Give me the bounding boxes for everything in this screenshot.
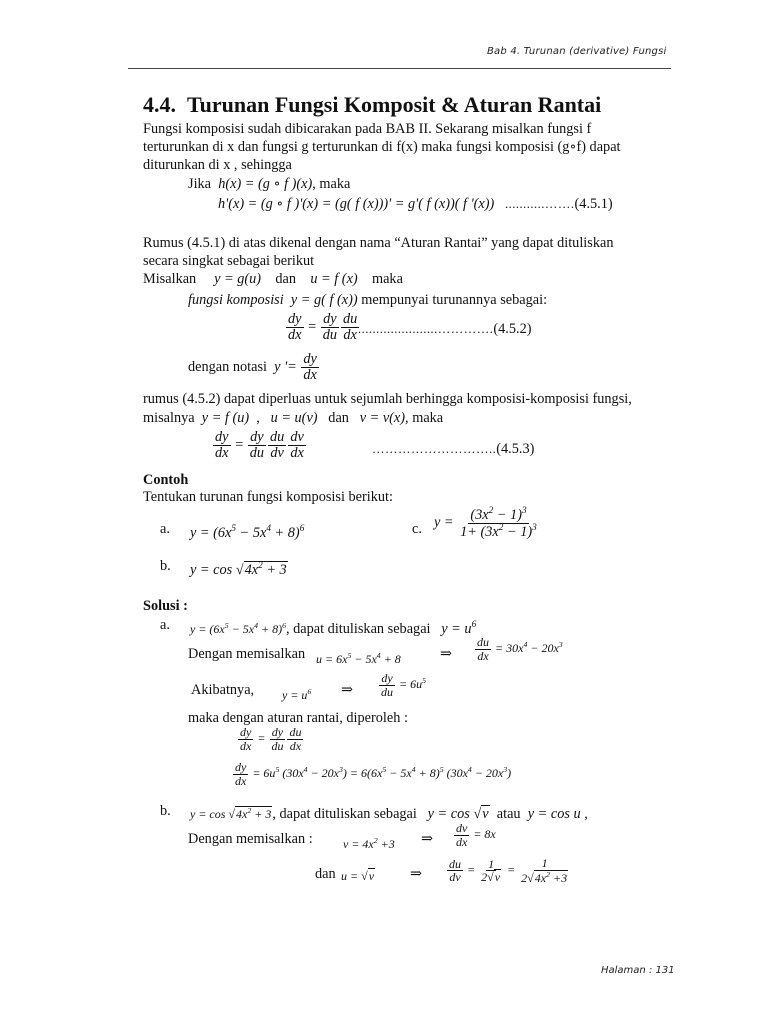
equation-453: $\frac{dy}{dx}$ = $\frac{dy}{du}$ $\frac{du}{dv}$ $\frac{dv}{dx}$ [215, 429, 304, 461]
equation-453-label [372, 440, 534, 458]
solusi-a-result: $\frac{dy}{dx}$ = $6u^5$ $(30x^4 - 20x^3) = 6(6x^5 - 5x^4 + 8)^5$ $(30x^4 - 20x^3)$ [235, 760, 512, 788]
dots-453: ……………………….. [372, 442, 497, 456]
atau-word: atau [496, 806, 521, 822]
implies-arrow-icon: ⇒ [341, 682, 353, 698]
equation-452: $\frac{dy}{dx}$ = $\frac{dy}{du}$ $\frac{du}{dx}$ [288, 311, 358, 343]
ext-eq-1: y = f (u) [201, 410, 250, 426]
solusi-b-label: b. [160, 803, 171, 819]
implies-arrow-icon: ⇒ [421, 831, 433, 847]
header-rule [128, 68, 671, 69]
extension-line-2: misalnya y = f (u) , u = u(v) dan v = v(x), maka [143, 410, 444, 426]
intro-line-2: terturunkan di x dan fungsi g terturunkan di f(x) maka fungsi komposisi (g∘f) dapat [143, 139, 621, 155]
ext-dan: dan [328, 410, 349, 426]
ext-maka: , maka [405, 410, 444, 426]
contoh-c-label: c. [412, 521, 422, 537]
solusi-a-line-1: $y = (6x^5 - 5x^4 + 8)^6$, dapat dituliskan sebagai $y = u^6$ [190, 620, 477, 637]
maka-word-2: maka [371, 271, 403, 287]
equation-451-line [218, 195, 613, 213]
maka-word: , maka [312, 176, 351, 192]
jika-word: Jika [188, 176, 212, 192]
ext-eq-3: v = v(x) [359, 410, 406, 426]
solusi-b-line-1: $y = \cos √4x^2 + 3$, dapat dituliskan sebagai y = cos √v atau y = cos u , [190, 806, 588, 822]
contoh-b-equation: $y = \cos √4x^2 + 3$ [190, 561, 287, 578]
contoh-a-equation: $y = (6x^5 - 5x^4 + 8)^6$ [190, 524, 305, 541]
solusi-a-du-dx: $\frac{du}{dx}$ = $30x^4 - 20x^3$ [477, 635, 563, 663]
rumus-line-1: Rumus (4.5.1) di atas dikenal dengan nama “Aturan Rantai” yang dapat dituliskan [143, 235, 614, 251]
contoh-heading: Contoh [143, 472, 189, 488]
solusi-b-u-def: u = √v [341, 869, 375, 883]
solusi-a-akibatnya: Akibatnya, [191, 682, 255, 698]
contoh-a-label: a. [160, 521, 170, 537]
solusi-heading: Solusi : [143, 598, 188, 614]
solusi-a-memisalkan: Dengan memisalkan [188, 646, 306, 662]
solusi-b-du-dv: $\frac{du}{dv}$ = $\frac{1}{2√v}$ = $\frac{1}{2√4x^2 +3}$ [449, 856, 568, 885]
fungsi-komposisi-line [188, 291, 547, 309]
contoh-instruction: Tentukan turunan fungsi komposisi berikut: [143, 489, 393, 505]
solusi-a-tail: , dapat dituliskan sebagai [286, 620, 431, 637]
solusi-a-dy-du: $\frac{dy}{du}$ = $6u^5$ [381, 671, 427, 699]
solusi-a-maka: maka dengan aturan rantai, diperoleh : [188, 710, 408, 726]
intro-line-3: diturunkan di x , sehingga [143, 157, 292, 173]
equation-y-gu: y = g(u) [214, 271, 262, 287]
contoh-c-equation: y = $\frac{(3x^2 - 1)^3}{1+ (3x^2 - 1)^3}$ [434, 506, 537, 540]
solusi-b-memisalkan: Dengan memisalkan : [188, 831, 313, 847]
equation-452-label [358, 320, 532, 338]
notasi-line: dengan notasi y '= $\frac{dy}{dx}$ [188, 351, 317, 383]
rumus-line-2: secara singkat sebagai berikut [143, 253, 315, 269]
page-number: Halaman : 131 [601, 965, 675, 976]
equation-u-fx: u = f (x) [310, 271, 358, 287]
notasi-word: dengan notasi [188, 358, 268, 375]
equation-h: h(x) = (g ∘ f )(x) [218, 176, 313, 192]
section-number: 4.4. [143, 92, 176, 117]
dots-452: ......................…………. [358, 322, 494, 336]
label-453: (4.5.3) [496, 441, 535, 457]
label-452: (4.5.2) [493, 321, 532, 337]
solusi-a-y-u6: $y = u^6$ [282, 687, 312, 702]
intro-line-1: Fungsi komposisi sudah dibicarakan pada BAB II. Sekarang misalkan fungsi f [143, 121, 592, 137]
implies-arrow-icon: ⇒ [410, 866, 422, 882]
solusi-b-dv-dx: $\frac{dv}{dx}$ = 8x [456, 821, 496, 849]
section-title-text: Turunan Fungsi Komposit & Aturan Rantai [187, 92, 602, 117]
contoh-b-label: b. [160, 558, 171, 574]
misalnya-word: misalnya [143, 410, 195, 426]
section-title [143, 92, 601, 118]
solusi-a-label: a. [160, 617, 170, 633]
solusi-a-chain-rule: $\frac{dy}{dx}$ = $\frac{dy}{du}$ $\frac{du}{dx}$ [240, 725, 302, 753]
misalkan-line [143, 270, 403, 288]
equation-451: h'(x) = (g ∘ f )'(x) = (g( f (x)))' = g'( f (x))( f '(x)) [218, 196, 495, 212]
fk-tail: mempunyai turunannya sebagai: [361, 292, 548, 308]
solusi-b-v-def: $v = 4x^2 +3$ [343, 836, 395, 851]
notasi-y: y '= [274, 358, 297, 375]
solusi-b-tail: , dapat dituliskan sebagai [272, 806, 417, 822]
dan-word: dan [275, 271, 297, 287]
fk-equation: y = g( f (x)) [290, 292, 358, 308]
jika-line [188, 175, 350, 193]
solusi-b-dan: dan [315, 866, 336, 882]
running-header: Bab 4. Turunan (derivative) Fungsi [487, 46, 667, 57]
implies-arrow-icon: ⇒ [440, 646, 452, 662]
misalkan-word: Misalkan [143, 271, 197, 287]
solusi-a-u-def: $u = 6x^5 - 5x^4 + 8$ [316, 651, 401, 666]
fk-label: fungsi komposisi [188, 292, 284, 308]
label-451: (4.5.1) [574, 196, 613, 212]
ext-eq-2: u = u(v) [270, 410, 318, 426]
dots-451: ...........……. [505, 197, 575, 211]
extension-line-1: rumus (4.5.2) dapat diperluas untuk sejumlah berhingga komposisi-komposisi fungsi, [143, 391, 632, 407]
